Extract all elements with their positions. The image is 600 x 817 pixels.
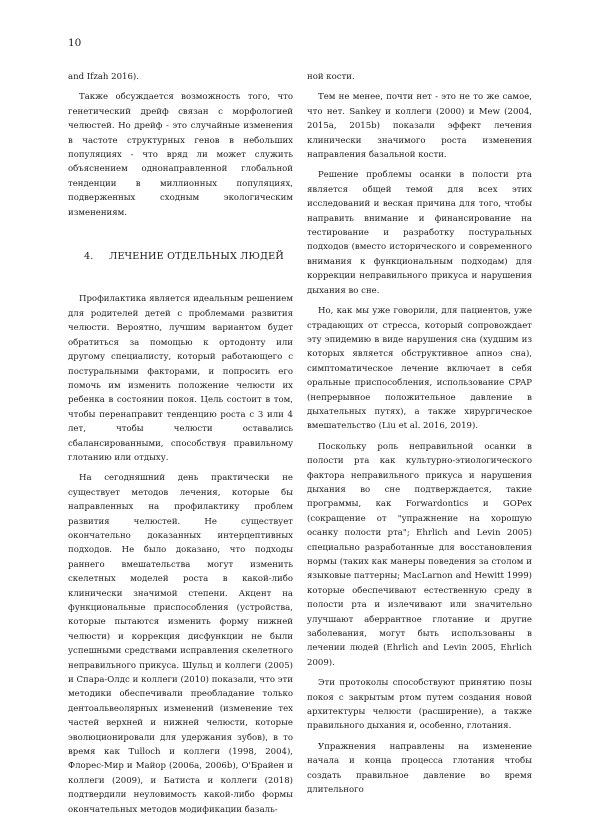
paragraph: Упражнения направлены на изменение начала и конца процесса глотания чтобы создать правильное давление во время длительного xyxy=(307,741,532,796)
right-column xyxy=(307,70,532,798)
paragraph: Тем не менее, почти нет - это не то же самое, что нет. Sankey и коллеги (2000) и Mew (2004, 2015a, 2015b) показали эффект лечения клинически значимого роста изменения направления базальной кости. xyxy=(307,92,532,161)
paragraph: Профилактика является идеальным решением для родителей детей с проблемами развития челюсти. Вероятно, лучшим вариантом будет обратиться за помощью к ортодонту или другому специалисту, который работающего с постуральными факторами, и попросить его помочь им изменить положение челюсти их ребенка в состоянии покоя. Цель состоит в том, чтобы перенаправит тенденцию роста с 3 или 4 лет, чтобы челюсти оставались сбалансированными, способствуя правильному глотанию или отдыху. xyxy=(68,294,293,463)
paragraph: and Ifzah 2016). xyxy=(68,72,139,82)
paragraph: Также обсуждается возможность того, что генетический дрейф связан с морфологией челюстей. Но дрейф - это случайные изменения в частоте структурных генов в небольших популяциях - что вряд ли может служить объяснением однонаправленной глобальной тенденции в миллионных популяциях, подверженных сходным экологическим изменениям. xyxy=(68,92,293,218)
paragraph: Но, как мы уже говорили, для пациентов, уже страдающих от стресса, который сопровождает эту эпидемию в виде нарушения сна (худшим из которых является обструктивное апноэ сна), симптоматическое лечение включает в себя оральные приспособления, использование CPAP (непрерывное положительное давление в дыхательных путях), а также хирургическое вмешательство (Liu et al. 2016, 2019). xyxy=(307,306,532,432)
section-heading xyxy=(68,250,293,264)
left-column xyxy=(68,70,293,817)
paragraph: Эти протоколы способствуют принятию позы покоя с закрытым ртом путем создания новой архитектуры челюсти (расширение), а также правильного дыхания и, особенно, глотания. xyxy=(307,678,532,732)
paragraph: Поскольку роль неправильной осанки в полости рта как культурно-этиологического фактора неправильного прикуса и нарушения дыхания во сне подтверждается, такие программы, как Forwardontics и GOPex (сокращение от "упражнение на хорошую осанку полости рта"; Ehrlich and Levin 2005) специально разработанные для восстановления нормы (таких как манеры поведения за столом и языковые паттерны; MacLarnon and Hewitt 1999) которые обеспечивают естественную среду в полости рта и излечивают или значительно улучшают аберрантное глотание и другие заболевания, могут быть использованы в лечении людей (Ehrlich and Levin 2005, Ehrlich 2009). xyxy=(307,441,532,668)
page-number: 10 xyxy=(68,37,82,49)
section-title: ЛЕЧЕНИЕ ОТДЕЛЬНЫХ ЛЮДЕЙ xyxy=(109,251,284,263)
paragraph: Решение проблемы осанки в полости рта является общей темой для всех этих исследований и веская причина для того, чтобы направить внимание и финансирование на тестирование и разработку постуральных подходов (вместо исторического и современного внимания к функциональным подходам) для коррекции неправильного прикуса и нарушения дыхания во сне. xyxy=(307,170,532,296)
paragraph: ной кости. xyxy=(307,72,355,82)
section-number: 4. xyxy=(84,251,94,263)
paragraph: На сегодняшний день практически не существует методов лечения, которые бы направленных на профилактику проблем развития челюстей. Не существует окончательно доказанных интерцептивных подходов. Не было доказано, что подходы раннего вмешательства могут изменить скелетных моделей роста в какой-либо клинически значимой степени. Акцент на функциональные приспособления (устройства, которые пытаются изменить форму нижней челюсти) и коррекция дисфункции не были успешными средствами исправления скелетного неправильного прикуса. Шульц и коллеги (2005) и Спара-Олдс и коллеги (2010) показали, что эти методики обеспечивали преобладание только дентоальвеолярных изменений (изменение тех частей верхней и нижней челюсти, которые эволюционировали для удержания зубов), в то время как Tulloch и коллеги (1998, 2004), Флорес-Мир и Майор (2006a, 2006b), О'Брайен и коллеги (2009), и Батиста и коллеги (2018) подтвердили неуловимость какой-либо формы окончательных методов модификации базаль- xyxy=(68,473,293,815)
